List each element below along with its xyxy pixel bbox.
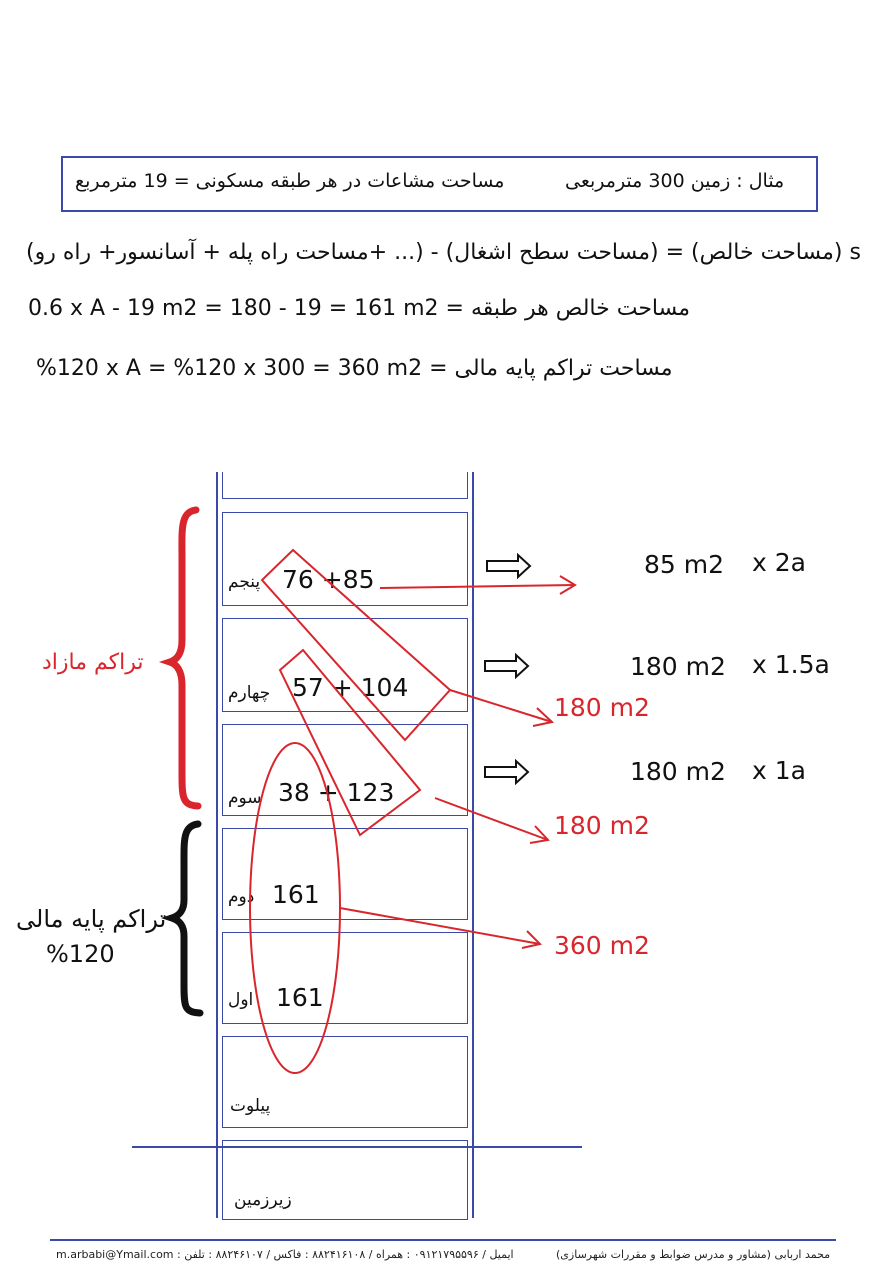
red-total-2: 180 m2 — [554, 811, 650, 840]
net-area-calculation: 0.6 x A - 19 m2 = 180 - 19 = 161 m2 = مساحت خالص هر طبقه — [28, 296, 691, 321]
result-3-factor: x 1a — [752, 756, 806, 785]
result-5-factor: x 2a — [752, 548, 806, 577]
hollow-arrow-icon — [485, 761, 528, 783]
floor-5-name: پنجم — [228, 572, 261, 592]
base-density-percent: %120 — [46, 940, 115, 968]
net-area-definition: (مساحت راه پله + آسانسور+ راه رو+ ...) - (مساحت سطح اشغال) = (مساحت خالص) s — [26, 240, 861, 265]
floor-5-value: 76 +85 — [282, 565, 375, 594]
footer-contact: m.arbabi@Ymail.com : ایمیل / ۰۹۱۲۱۷۹۵۵۹۶ : همراه / ۸۸۲۴۱۶۱۰۸ : فاکس / ۸۸۲۴۶۱۰۷ : تلفن — [56, 1248, 514, 1261]
result-5-area: 85 m2 — [644, 550, 725, 579]
floor-1-value: 161 — [276, 983, 324, 1012]
example-common-area: مساحت مشاعات در هر طبقه مسکونی = 19 مترمربع — [75, 170, 505, 192]
hollow-arrow-icon — [487, 555, 530, 577]
result-3-area: 180 m2 — [630, 757, 726, 786]
red-arrow-icon — [340, 908, 540, 948]
red-ellipse — [250, 743, 340, 1073]
floor-4-value: 57 + 104 — [292, 673, 409, 702]
red-total-1: 180 m2 — [554, 693, 650, 722]
basement-name: زیرزمین — [234, 1190, 292, 1210]
floor-3-name: سوم — [228, 788, 262, 808]
result-4-area: 180 m2 — [630, 652, 726, 681]
excess-density-brace — [170, 510, 198, 806]
footer-author: محمد اربابی (مشاور و مدرس ضوابط و مقررات شهرسازی) — [556, 1248, 831, 1261]
floor-3-value: 38 + 123 — [278, 778, 395, 807]
excess-density-label: تراکم مازاد — [42, 650, 144, 675]
red-arrow-icon — [435, 798, 548, 843]
floor-2-value: 161 — [272, 880, 320, 909]
floor-4-name: چهارم — [228, 683, 271, 703]
red-arrow-icon — [450, 690, 552, 726]
result-4-factor: x 1.5a — [752, 650, 830, 679]
base-density-brace — [172, 824, 200, 1013]
floor-2-name: دوم — [228, 887, 255, 907]
base-density-label: تراکم پایه مالی — [16, 905, 167, 933]
red-arrow-icon — [380, 576, 575, 594]
red-total-3: 360 m2 — [554, 931, 650, 960]
hollow-arrow-icon — [485, 655, 528, 677]
floor-1-name: اول — [228, 990, 254, 1010]
red-group-rect-upper — [262, 550, 450, 740]
example-land-area: مثال : زمین 300 مترمربعی — [565, 170, 785, 192]
base-density-calculation: %120 x A = %120 x 300 = 360 m2 = مساحت تراکم پایه مالی — [36, 356, 673, 381]
pilot-name: پیلوت — [230, 1096, 271, 1116]
